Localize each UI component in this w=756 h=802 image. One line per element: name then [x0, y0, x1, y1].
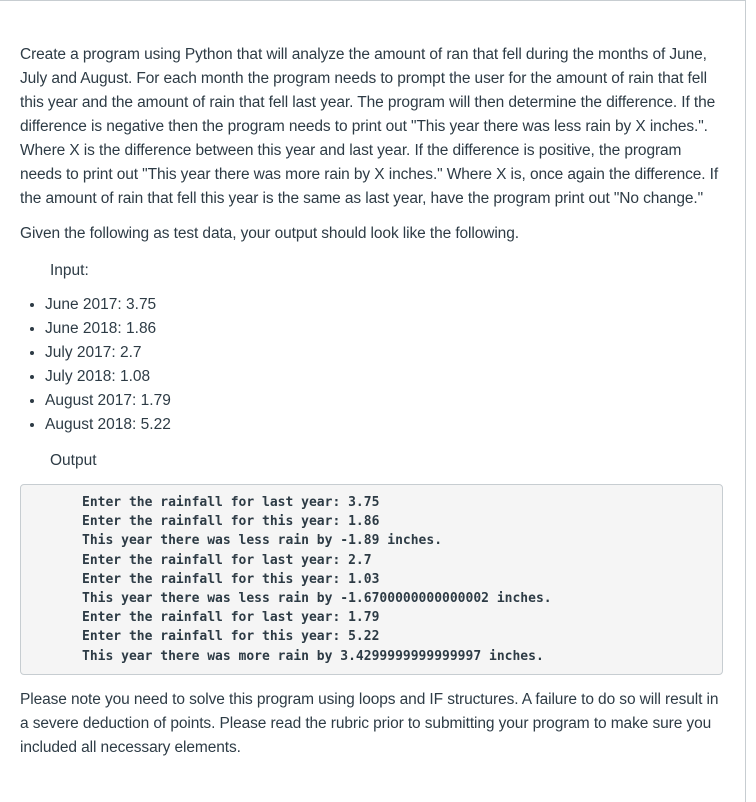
- code-line: This year there was less rain by -1.89 inches.: [82, 533, 443, 549]
- code-line: Enter the rainfall for last year: 1.79: [82, 610, 380, 626]
- list-item: • August 2017: 1.79: [45, 389, 726, 413]
- code-line: Enter the rainfall for this year: 1.03: [82, 571, 380, 587]
- code-line: Enter the rainfall for this year: 1.86: [82, 514, 380, 530]
- list-item: • June 2017: 3.75: [45, 293, 726, 317]
- top-divider: [0, 0, 746, 1]
- right-divider: [745, 0, 746, 802]
- input-label: Input:: [50, 262, 89, 279]
- intro-paragraph: Create a program using Python that will analyze the amount of ran that fell during the months of June, July and August. For each month the program needs to prompt the user for the amount of rain that fell this year and the amount of rain that fell last year. The program will then determine the difference. If the difference is negative then the program needs to print out "This year there was less rain by X inches.". Where X is the difference between this year and last year. If the difference is positive, the program needs to print out "This year there was more rain by X inches." Where X is, once again the difference. If the amount of rain that fell this year is the same as last year, have the program print out "No change.": [20, 46, 719, 207]
- code-line: Enter the rainfall for last year: 2.7: [82, 552, 372, 568]
- given-paragraph: Given the following as test data, your output should look like the following.: [20, 225, 519, 242]
- code-line: This year there was more rain by 3.4299999999999997 inches.: [82, 648, 544, 664]
- list-item: • June 2018: 1.86: [45, 317, 726, 341]
- code-line: Enter the rainfall for last year: 3.75: [82, 495, 380, 510]
- note-paragraph: Please note you need to solve this program using loops and IF structures. A failure to do so will result in a severe deduction of points. Please read the rubric prior to submitting your program to make sure you included all necessary elements.: [20, 691, 719, 756]
- list-item: • July 2018: 1.08: [45, 365, 726, 389]
- input-list: [20, 293, 726, 437]
- code-line: Enter the rainfall for this year: 5.22: [82, 629, 380, 645]
- code-line: This year there was less rain by -1.6700000000000002 inches.: [82, 591, 552, 607]
- list-item: • August 2018: 5.22: [45, 413, 726, 437]
- assignment-content: [20, 43, 726, 760]
- list-item: • July 2017: 2.7: [45, 341, 726, 365]
- output-label: Output: [50, 452, 97, 469]
- output-code-block: [20, 484, 723, 675]
